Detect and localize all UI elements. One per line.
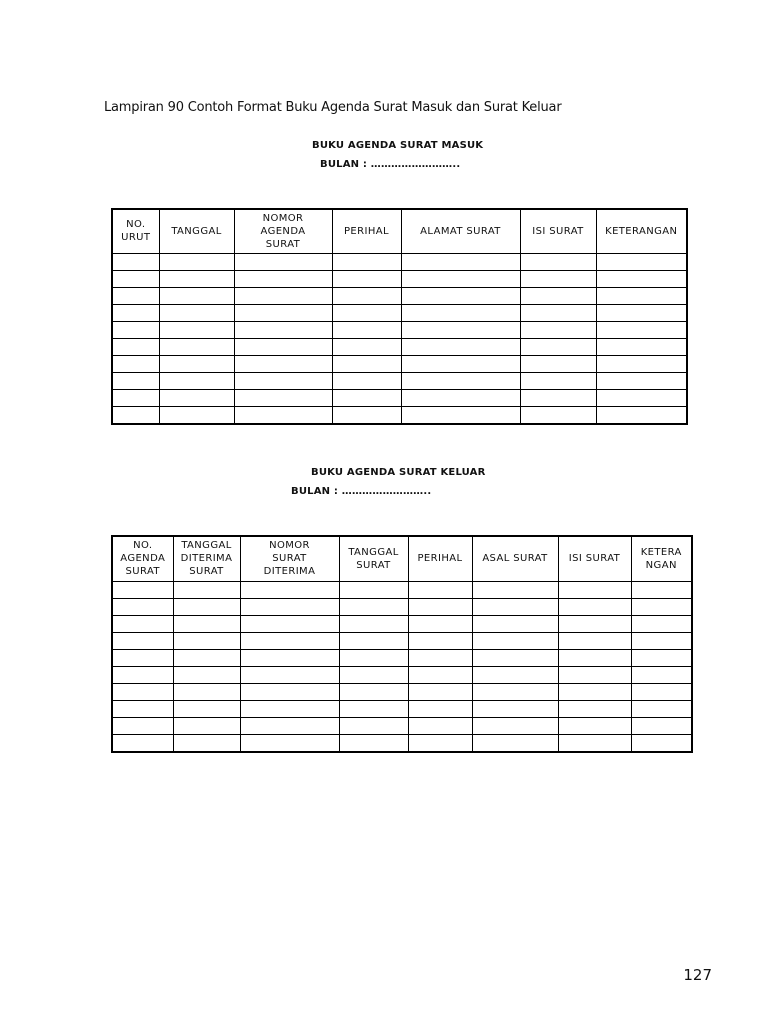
table-cell: [159, 304, 234, 321]
table-cell: [234, 355, 332, 372]
table-cell: [240, 581, 339, 598]
column-header-line: TANGGAL: [348, 546, 399, 558]
column-header: [408, 536, 472, 581]
table-cell: [112, 649, 173, 666]
table-cell: [558, 632, 631, 649]
table-cell: [558, 598, 631, 615]
column-header-line: PERIHAL: [344, 225, 389, 237]
table-row: [112, 253, 687, 270]
table-cell: [631, 581, 692, 598]
table-cell: [112, 734, 173, 752]
table-cell: [631, 615, 692, 632]
column-header-line: KETERA: [640, 546, 682, 558]
table-cell: [558, 649, 631, 666]
column-header-line: NOMOR: [269, 540, 310, 552]
column-header-line: NO.: [126, 219, 146, 231]
column-header-line: ASAL SURAT: [482, 553, 548, 565]
table-cell: [159, 372, 234, 389]
table-cell: [401, 287, 520, 304]
table-row: [112, 355, 687, 372]
table-row: [112, 734, 692, 752]
table-cell: [159, 406, 234, 424]
table-row: [112, 389, 687, 406]
table-cell: [401, 389, 520, 406]
table-cell: [332, 287, 401, 304]
table-cell: [173, 632, 240, 649]
table-cell: [173, 649, 240, 666]
table-cell: [339, 615, 408, 632]
table-cell: [112, 717, 173, 734]
column-header-line: PERIHAL: [417, 553, 463, 565]
table-cell: [112, 406, 159, 424]
table-cell: [173, 581, 240, 598]
table-cell: [112, 355, 159, 372]
table-row: [112, 649, 692, 666]
column-header-line: TANGGAL: [181, 540, 232, 552]
table-cell: [339, 734, 408, 752]
table-cell: [173, 734, 240, 752]
table-cell: [408, 649, 472, 666]
table-cell: [159, 321, 234, 338]
table-surat-masuk: [111, 208, 688, 425]
table-cell: [520, 253, 596, 270]
column-header: [596, 209, 687, 253]
table-cell: [173, 615, 240, 632]
table-cell: [596, 287, 687, 304]
table-cell: [339, 666, 408, 683]
table-row: [112, 270, 687, 287]
column-header: [472, 536, 558, 581]
table-cell: [240, 615, 339, 632]
table-cell: [112, 287, 159, 304]
table-cell: [596, 338, 687, 355]
table-cell: [332, 338, 401, 355]
table-cell: [472, 598, 558, 615]
table-row: [112, 666, 692, 683]
table-row: [112, 700, 692, 717]
table-row: [112, 615, 692, 632]
column-header-line: URUT: [121, 232, 151, 244]
table-cell: [472, 734, 558, 752]
column-header-line: SURAT: [125, 566, 160, 578]
table-cell: [112, 338, 159, 355]
table-cell: [520, 270, 596, 287]
column-header: [173, 536, 240, 581]
table-cell: [173, 666, 240, 683]
table-cell: [401, 406, 520, 424]
page-number: 127: [683, 966, 712, 984]
table-cell: [339, 632, 408, 649]
table-cell: [472, 683, 558, 700]
table-cell: [112, 666, 173, 683]
column-header: [520, 209, 596, 253]
column-header-line: NGAN: [645, 559, 677, 571]
table-cell: [596, 253, 687, 270]
table-cell: [159, 270, 234, 287]
column-header-line: DITERIMA: [263, 566, 316, 578]
table-cell: [234, 270, 332, 287]
table-cell: [112, 304, 159, 321]
table-cell: [234, 287, 332, 304]
table-cell: [631, 683, 692, 700]
table-cell: [472, 581, 558, 598]
table-cell: [240, 598, 339, 615]
table-cell: [401, 321, 520, 338]
table-cell: [520, 355, 596, 372]
table-cell: [408, 717, 472, 734]
table-cell: [401, 338, 520, 355]
table-cell: [234, 406, 332, 424]
table-cell: [520, 372, 596, 389]
table-cell: [596, 372, 687, 389]
table-row: [112, 632, 692, 649]
table-cell: [173, 598, 240, 615]
table-cell: [159, 253, 234, 270]
table-cell: [112, 598, 173, 615]
table-row: [112, 321, 687, 338]
column-header-line: KETERANGAN: [605, 225, 678, 237]
table-cell: [596, 270, 687, 287]
table-row: [112, 598, 692, 615]
page-caption: Lampiran 90 Contoh Format Buku Agenda Surat Masuk dan Surat Keluar: [104, 100, 562, 115]
table-cell: [558, 717, 631, 734]
table-cell: [408, 581, 472, 598]
table-cell: [112, 683, 173, 700]
table-cell: [173, 700, 240, 717]
table-cell: [596, 406, 687, 424]
table-surat-keluar: [111, 535, 693, 753]
column-header: [234, 209, 332, 253]
table-cell: [112, 581, 173, 598]
table-cell: [520, 406, 596, 424]
table-cell: [332, 406, 401, 424]
table-cell: [173, 683, 240, 700]
table-cell: [401, 372, 520, 389]
table-cell: [408, 632, 472, 649]
column-header: [240, 536, 339, 581]
table-cell: [332, 372, 401, 389]
table-cell: [240, 666, 339, 683]
table-cell: [472, 666, 558, 683]
table-cell: [520, 389, 596, 406]
table-cell: [112, 389, 159, 406]
column-header-line: ISI SURAT: [532, 225, 584, 237]
table-cell: [596, 304, 687, 321]
table-cell: [112, 270, 159, 287]
table-header-row: [112, 536, 692, 581]
table-cell: [472, 649, 558, 666]
table-cell: [112, 253, 159, 270]
column-header-line: DITERIMA: [180, 553, 233, 565]
table-cell: [408, 598, 472, 615]
table-cell: [240, 649, 339, 666]
table-cell: [631, 649, 692, 666]
column-header: [401, 209, 520, 253]
table-cell: [472, 717, 558, 734]
table-cell: [631, 598, 692, 615]
column-header-line: SURAT: [189, 566, 224, 578]
table-cell: [112, 321, 159, 338]
table-cell: [234, 304, 332, 321]
table-cell: [520, 287, 596, 304]
column-header: [112, 536, 173, 581]
table-row: [112, 717, 692, 734]
table-cell: [173, 717, 240, 734]
table-cell: [631, 717, 692, 734]
table-cell: [240, 717, 339, 734]
table-cell: [234, 253, 332, 270]
table-cell: [339, 649, 408, 666]
column-header-line: AGENDA: [120, 553, 166, 565]
table-cell: [631, 632, 692, 649]
table-cell: [558, 615, 631, 632]
table-cell: [408, 700, 472, 717]
table-cell: [520, 321, 596, 338]
table-cell: [596, 321, 687, 338]
month-label-surat-keluar: BULAN : ……………………..: [291, 486, 432, 497]
table-row: [112, 338, 687, 355]
table-cell: [159, 287, 234, 304]
table-cell: [112, 632, 173, 649]
table-cell: [234, 338, 332, 355]
table-cell: [558, 734, 631, 752]
table-cell: [401, 304, 520, 321]
table-cell: [472, 700, 558, 717]
table-cell: [112, 700, 173, 717]
table-cell: [240, 632, 339, 649]
table-row: [112, 372, 687, 389]
table-cell: [332, 304, 401, 321]
table-cell: [472, 615, 558, 632]
table-cell: [339, 581, 408, 598]
column-header: [558, 536, 631, 581]
table-cell: [339, 700, 408, 717]
title-surat-masuk: BUKU AGENDA SURAT MASUK: [312, 140, 484, 151]
column-header: [112, 209, 159, 253]
table-row: [112, 304, 687, 321]
column-header: [339, 536, 408, 581]
column-header-line: SURAT: [272, 553, 307, 565]
table-row: [112, 406, 687, 424]
table-cell: [596, 389, 687, 406]
table-cell: [234, 372, 332, 389]
table-cell: [240, 683, 339, 700]
table-cell: [240, 700, 339, 717]
column-header-line: NO.: [133, 540, 153, 552]
table-cell: [631, 666, 692, 683]
column-header-line: SURAT: [265, 238, 301, 250]
table-cell: [112, 372, 159, 389]
table-cell: [332, 270, 401, 287]
table-cell: [472, 632, 558, 649]
table-cell: [596, 355, 687, 372]
table-cell: [339, 717, 408, 734]
table-cell: [234, 321, 332, 338]
table-cell: [240, 734, 339, 752]
table-row: [112, 683, 692, 700]
table-cell: [558, 666, 631, 683]
table-cell: [332, 355, 401, 372]
table-row: [112, 287, 687, 304]
table-cell: [159, 355, 234, 372]
column-header-line: TANGGAL: [171, 225, 222, 237]
table-cell: [401, 355, 520, 372]
table-cell: [332, 253, 401, 270]
column-header-line: AGENDA: [260, 225, 306, 237]
table-cell: [631, 700, 692, 717]
table-cell: [408, 666, 472, 683]
column-header: [631, 536, 692, 581]
table-row: [112, 581, 692, 598]
column-header: [159, 209, 234, 253]
table-cell: [112, 615, 173, 632]
column-header-line: SURAT: [356, 559, 391, 571]
table-cell: [159, 338, 234, 355]
table-cell: [408, 615, 472, 632]
table-cell: [339, 683, 408, 700]
table-header-row: [112, 209, 687, 253]
table-cell: [332, 389, 401, 406]
table-cell: [558, 581, 631, 598]
column-header-line: ISI SURAT: [568, 553, 621, 565]
table-cell: [520, 338, 596, 355]
month-label-surat-masuk: BULAN : ……………………..: [320, 159, 461, 170]
table-cell: [234, 389, 332, 406]
table-cell: [558, 683, 631, 700]
table-cell: [558, 700, 631, 717]
title-surat-keluar: BUKU AGENDA SURAT KELUAR: [311, 467, 486, 478]
table-cell: [159, 389, 234, 406]
table-cell: [408, 734, 472, 752]
column-header-line: ALAMAT SURAT: [420, 225, 501, 237]
table-cell: [339, 598, 408, 615]
column-header: [332, 209, 401, 253]
table-cell: [520, 304, 596, 321]
column-header-line: NOMOR: [262, 212, 304, 224]
table-cell: [631, 734, 692, 752]
table-cell: [401, 270, 520, 287]
table-cell: [332, 321, 401, 338]
table-cell: [401, 253, 520, 270]
table-cell: [408, 683, 472, 700]
